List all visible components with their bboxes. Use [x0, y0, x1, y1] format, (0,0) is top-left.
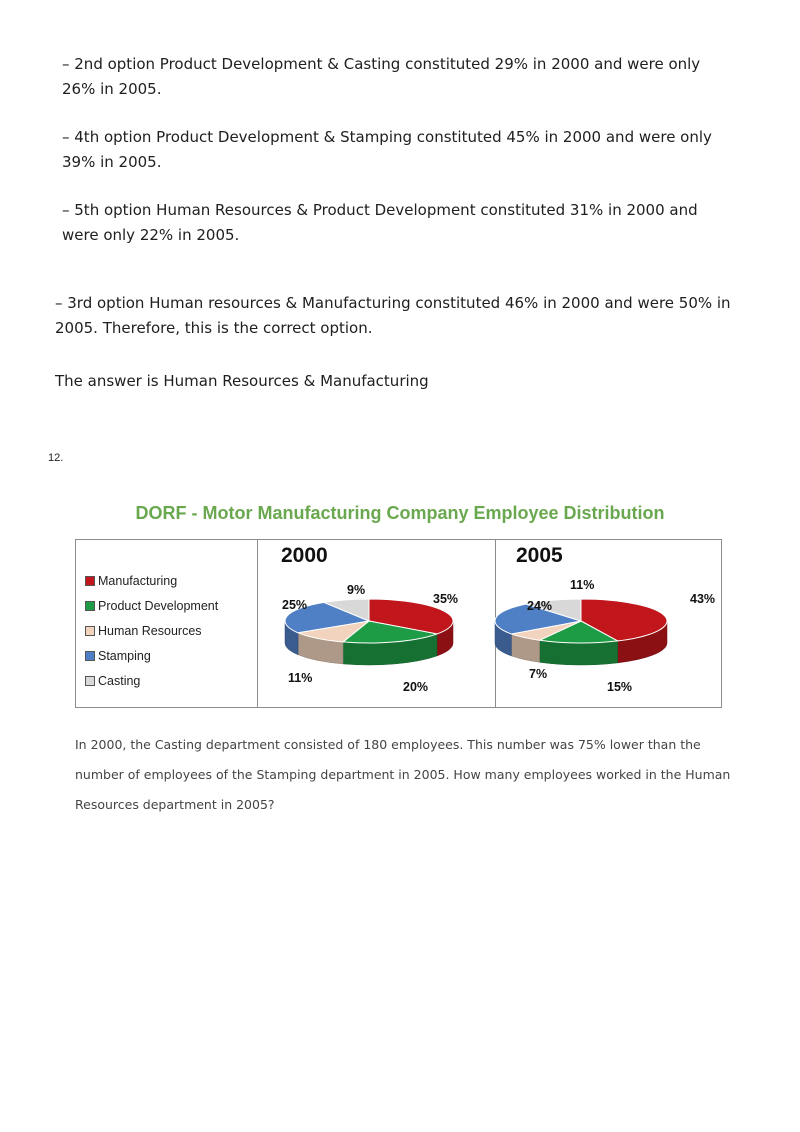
year-label-2000: 2000 [281, 544, 328, 567]
paragraph-option-3: – 3rd option Human resources & Manufacturing constituted 46% in 2000 and were 50% in 2005. Therefore, this is the correct option. [55, 294, 731, 337]
pie-2000-label-manufacturing: 35% [433, 592, 459, 606]
pie-2000-label-human-resources: 11% [288, 671, 313, 685]
pie-2000-label-casting: 9% [347, 583, 366, 597]
answer-line: The answer is Human Resources & Manufacturing [55, 372, 429, 390]
pie-2005-label-casting: 11% [570, 578, 595, 592]
year-label-2005: 2005 [516, 544, 563, 567]
pie-2000-label-product-development: 20% [403, 680, 429, 694]
paragraph-option-5: – 5th option Human Resources & Product Development constituted 31% in 2000 and were only 22% in 2005. [62, 201, 698, 244]
pie-2005-label-manufacturing: 43% [690, 592, 716, 606]
legend-label: Manufacturing [98, 573, 178, 588]
chart-title: DORF - Motor Manufacturing Company Employee Distribution [135, 503, 665, 523]
pie-2005-label-product-development: 15% [607, 680, 633, 694]
chart-container [75, 539, 722, 708]
question-number: 12. [48, 452, 64, 464]
paragraph-option-2: – 2nd option Product Development & Casting constituted 29% in 2000 and were only 26% in 2005. [62, 55, 701, 98]
legend-label: Human Resources [98, 623, 202, 638]
legend-label: Stamping [98, 648, 151, 663]
legend-label: Product Development [98, 598, 219, 613]
question-text: In 2000, the Casting department consisted of 180 employees. This number was 75% lower than the number of employees of the Stamping department in 2005. How many employees worked in the Human Resources department in 2005? [75, 737, 731, 812]
pie-2005-label-human-resources: 7% [529, 667, 548, 681]
legend-label: Casting [98, 673, 141, 688]
pie-2005-label-stamping: 24% [527, 599, 553, 613]
pie-2000-label-stamping: 25% [282, 598, 308, 612]
paragraph-option-4: – 4th option Product Development & Stamping constituted 45% in 2000 and were only 39% in 2005. [62, 128, 712, 171]
pie-2005-side-product-development [540, 640, 618, 665]
